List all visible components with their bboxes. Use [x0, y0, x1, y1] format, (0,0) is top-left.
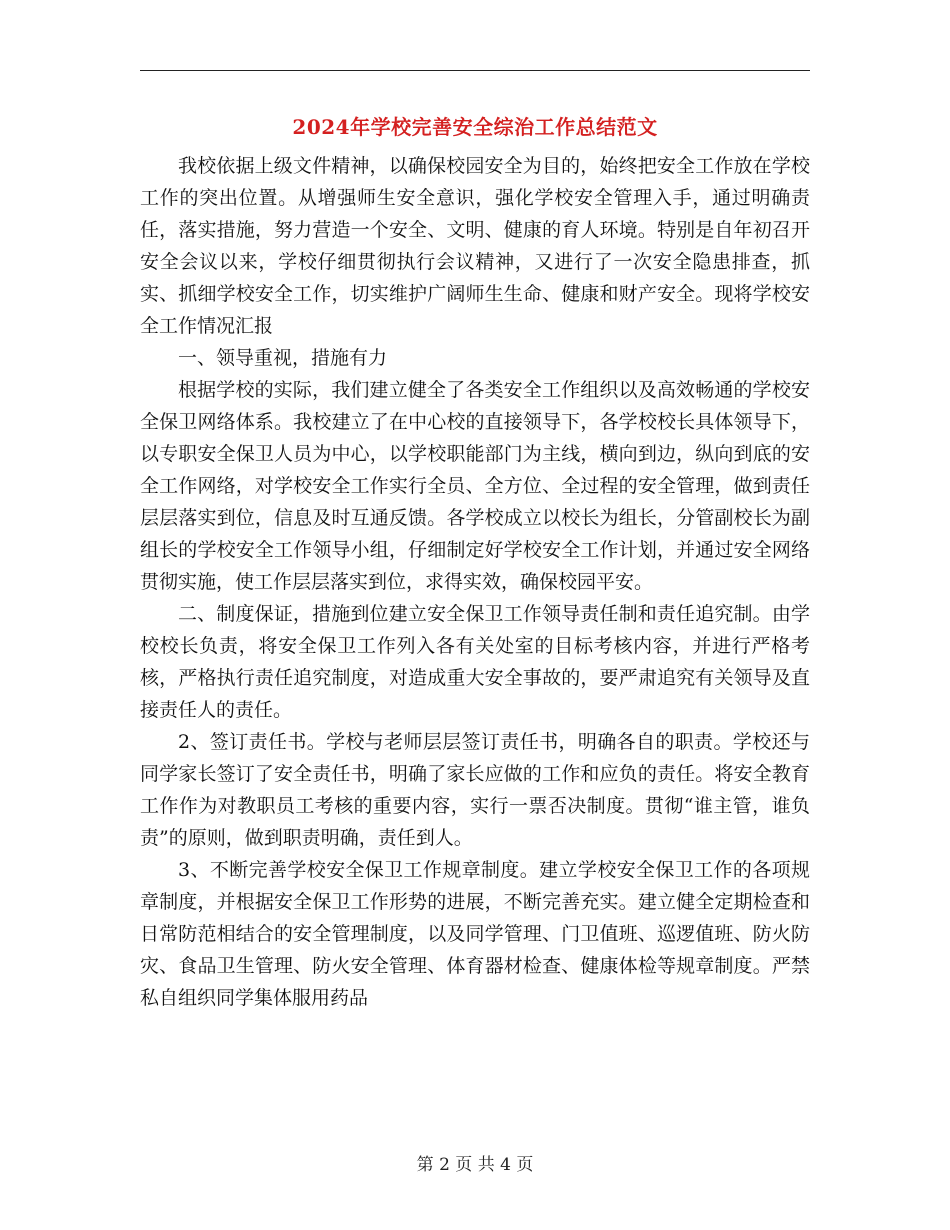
section-2-paragraph: 二、制度保证，措施到位建立安全保卫工作领导责任制和责任追究制。由学校校长负责，将安全保卫工作列入各有关处室的目标考核内容，并进行严格考核，严格执行责任追究制度，对造成重大安全事故的，要严肃追究有关领导及直接责任人的责任。 — [140, 603, 810, 721]
section-1-paragraph: 根据学校的实际，我们建立健全了各类安全工作组织以及高效畅通的学校安全保卫网络体系。我校建立了在中心校的直接领导下，各学校校长具体领导下，以专职安全保卫人员为中心，以学校职能部门为主线，横向到边，纵向到底的安全工作网络，对学校安全工作实行全员、全方位、全过程的安全管理，做到责任层层落实到位，信息及时互通反馈。各学校成立以校长为组长，分管副校长为副组长的学校安全工作领导小组，仔细制定好学校安全工作计划，并通过安全网络贯彻实施，使工作层层落实到位，求得实效，确保校园平安。 — [140, 379, 810, 593]
item-3-paragraph: 3、不断完善学校安全保卫工作规章制度。建立学校安全保卫工作的各项规章制度，并根据安全保卫工作形势的进展，不断完善充实。建立健全定期检查和日常防范相结合的安全管理制度，以及同学管理、门卫值班、巡逻值班、防火防灾、食品卫生管理、防火安全管理、体育器材检查、健康体检等规章制度。严禁私自组织同学集体服用药品 — [140, 859, 810, 1009]
section-heading-1: 一、领导重视，措施有力 — [178, 347, 388, 369]
page-number: 第 2 页 共 4 页 — [416, 1155, 534, 1175]
header-rule — [140, 70, 810, 71]
item-2-paragraph: 2、签订责任书。学校与老师层层签订责任书，明确各自的职责。学校还与同学家长签订了安全责任书，明确了家长应做的工作和应负的责任。将安全教育工作作为对教职员工考核的重要内容，实行一票否决制度。贯彻“谁主管，谁负责”的原则，做到职责明确，责任到人。 — [140, 731, 810, 849]
intro-paragraph: 我校依据上级文件精神，以确保校园安全为目的，始终把安全工作放在学校工作的突出位置。从增强师生安全意识，强化学校安全管理入手，通过明确责任，落实措施，努力营造一个安全、文明、健康的育人环境。特别是自年初召开安全会议以来，学校仔细贯彻执行会议精神，又进行了一次安全隐患排查，抓实、抓细学校安全工作，切实维护广阔师生生命、健康和财产安全。现将学校安全工作情况汇报 — [140, 155, 810, 337]
document-title: 2024年学校完善安全综治工作总结范文 — [292, 115, 658, 139]
document-body — [140, 150, 810, 1014]
